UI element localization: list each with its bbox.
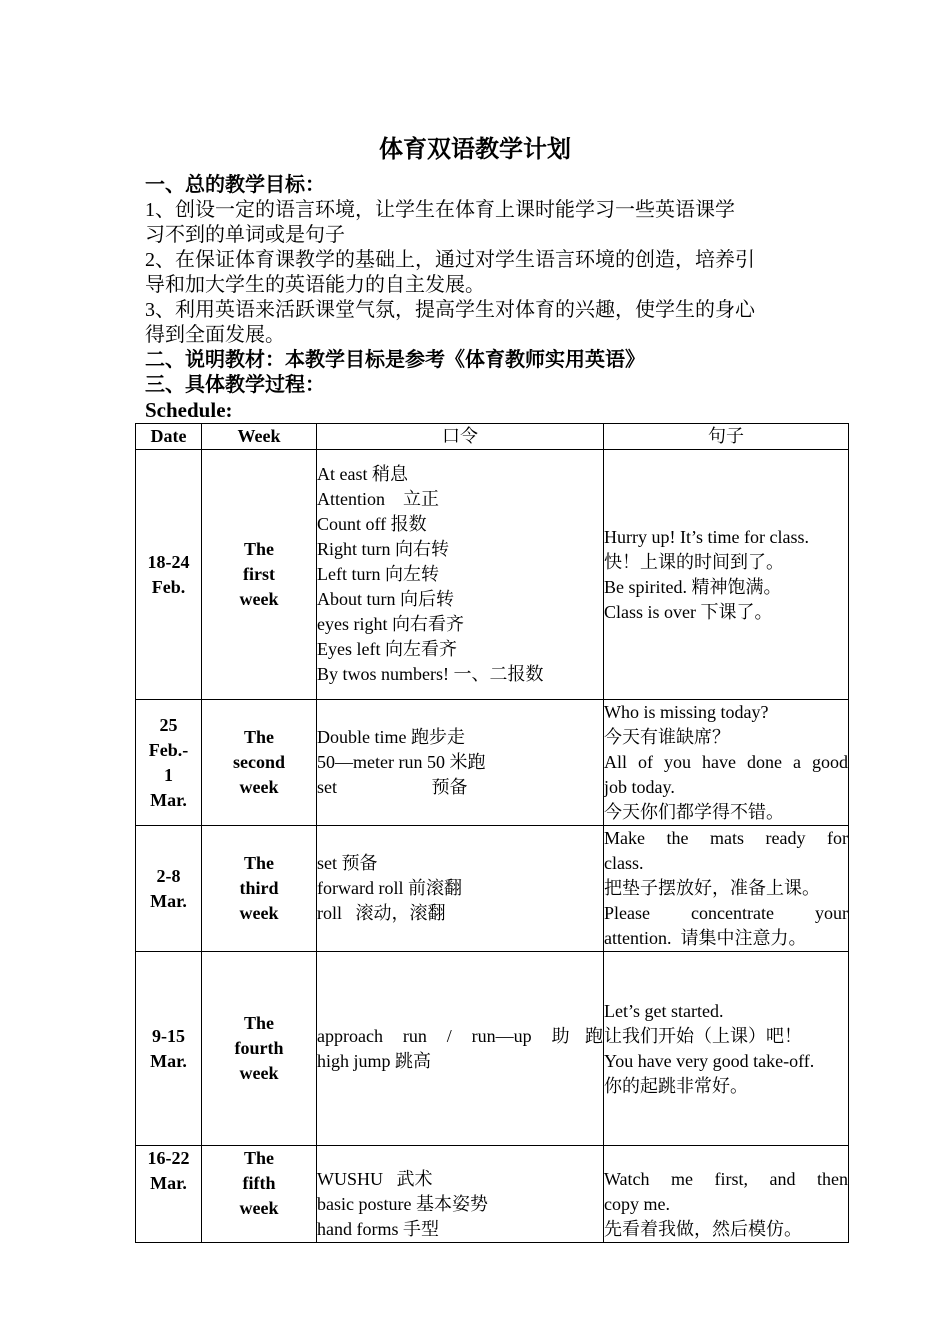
goal-line: 得到全面发展。	[145, 324, 285, 346]
sentence-line: 让我们开始（上课）吧！	[604, 1025, 802, 1046]
date-cell	[136, 700, 202, 826]
week-text: week	[239, 589, 279, 609]
table-row	[136, 700, 849, 826]
date-cell	[136, 1146, 202, 1243]
date-cell	[136, 952, 202, 1146]
week-cell	[202, 826, 317, 952]
commands-cell	[317, 952, 604, 1146]
week-text: The	[243, 727, 274, 747]
command-line: Right turn 向右转	[317, 539, 450, 559]
command-line: Double time 跑步走	[317, 727, 465, 747]
sentence-line: Watch me first, and then	[604, 1169, 848, 1189]
goal-line: 导和加大学生的英语能力的自主发展。	[145, 274, 485, 296]
header-week: Week	[202, 424, 317, 450]
sentence-line: Who is missing today?	[604, 702, 769, 722]
table-row	[136, 952, 849, 1146]
command-line: Eyes left 向左看齐	[317, 639, 457, 659]
week-text: second	[232, 752, 285, 772]
command-line: Attention 立正	[317, 489, 439, 509]
sentence-line: class.	[604, 853, 644, 873]
sentence-line: 把垫子摆放好，准备上课。	[604, 878, 820, 898]
header-date: Date	[136, 424, 202, 450]
week-text: week	[239, 903, 279, 923]
table-row	[136, 1146, 849, 1243]
sentence-line: job today.	[604, 777, 675, 797]
sentence-line: 今天你们都学得不错。	[604, 802, 784, 822]
week-text: fourth	[234, 1038, 284, 1058]
date-text: 25	[159, 714, 178, 735]
goal-line: 3、利用英语来活跃课堂气氛，提高学生对体育的兴趣，使学生的身心	[145, 299, 755, 321]
command-line: 50—meter run 50 米跑	[317, 752, 486, 772]
goal-line: 2、在保证体育课教学的基础上，通过对学生语言环境的创造，培养引	[145, 249, 755, 271]
week-text: fifth	[242, 1173, 276, 1193]
commands-cell	[317, 450, 604, 700]
week-text: third	[239, 878, 279, 898]
command-line: set 预备	[317, 777, 468, 797]
table-header-row	[136, 424, 849, 450]
week-text: The	[243, 1013, 274, 1033]
command-line: Left turn 向左转	[317, 564, 439, 584]
goals-heading: 一、总的教学目标：	[145, 174, 325, 196]
week-cell	[202, 450, 317, 700]
date-text: Mar.	[150, 1173, 187, 1193]
commands-cell	[317, 1146, 604, 1243]
sentence-line: 先看着我做，然后模仿。	[604, 1219, 802, 1239]
schedule-label: Schedule:	[145, 398, 233, 422]
week-text: week	[239, 777, 279, 797]
week-text: week	[239, 1198, 279, 1218]
week-text: first	[243, 564, 275, 584]
week-cell	[202, 952, 317, 1146]
sentence-line: Be spirited. 精神饱满。	[604, 576, 782, 597]
table-row	[136, 826, 849, 952]
week-text: The	[243, 853, 274, 873]
sentence-line: 快！上课的时间到了。	[604, 551, 784, 572]
process-heading: 三、具体教学过程：	[145, 374, 325, 396]
goal-line: 习不到的单词或是句子	[145, 224, 345, 246]
sentence-line: Hurry up! It’s time for class.	[604, 526, 809, 547]
date-text: 1	[164, 764, 173, 785]
header-sentences: 句子	[604, 424, 849, 450]
command-line: set 预备	[317, 853, 378, 873]
command-line: By twos numbers! 一、二报数	[317, 664, 544, 684]
date-text: 2-8	[156, 865, 181, 886]
command-line: WUSHU 武术	[317, 1169, 433, 1189]
date-text: Feb.-	[148, 739, 189, 760]
sentences-cell	[604, 450, 849, 700]
sentence-line: You have very good take-off.	[604, 1050, 815, 1071]
sentence-line: Class is over 下课了。	[604, 601, 773, 622]
sentence-line: All of you have done a good	[604, 752, 848, 772]
sentence-line: 今天有谁缺席？	[604, 727, 730, 747]
command-line: About turn 向后转	[317, 589, 454, 609]
date-cell	[136, 826, 202, 952]
sentence-line: Let’s get started.	[604, 1000, 724, 1021]
command-line: roll 滚动，滚翻	[317, 903, 446, 923]
sentences-cell	[604, 700, 849, 826]
document-title: 体育双语教学计划	[379, 137, 571, 163]
sentence-line: Please concentrate your	[604, 903, 848, 923]
command-line: approach run / run—up 助跑	[317, 1025, 603, 1046]
command-line: At east 稍息	[317, 464, 408, 484]
week-text: The	[243, 1148, 274, 1168]
week-text: week	[239, 1063, 279, 1083]
sentences-cell	[604, 1146, 849, 1243]
week-text: The	[243, 539, 274, 559]
material-heading: 二、说明教材：本教学目标是参考《体育教师实用英语》	[145, 349, 645, 371]
schedule-table	[135, 423, 849, 1243]
date-text: Mar.	[150, 890, 187, 911]
intro-section	[145, 173, 815, 423]
date-text: 18-24	[147, 551, 190, 572]
sentences-cell	[604, 826, 849, 952]
sentence-line: copy me.	[604, 1194, 670, 1214]
command-line: Count off 报数	[317, 514, 427, 534]
command-line: forward roll 前滚翻	[317, 878, 462, 898]
week-cell	[202, 1146, 317, 1243]
date-cell	[136, 450, 202, 700]
goal-line: 1、创设一定的语言环境，让学生在体育上课时能学习一些英语课学	[145, 199, 735, 221]
sentences-cell	[604, 952, 849, 1146]
command-line: hand forms 手型	[317, 1219, 439, 1239]
command-line: high jump 跳高	[317, 1050, 432, 1071]
commands-cell	[317, 700, 604, 826]
commands-cell	[317, 826, 604, 952]
date-text: Mar.	[150, 1050, 187, 1071]
sentence-line: Make the mats ready for	[604, 828, 848, 848]
command-line: basic posture 基本姿势	[317, 1194, 488, 1214]
date-text: Feb.	[151, 576, 186, 597]
table-row	[136, 450, 849, 700]
command-line: eyes right 向右看齐	[317, 614, 464, 634]
date-text: 16-22	[147, 1148, 190, 1168]
sentence-line: attention. 请集中注意力。	[604, 928, 807, 948]
date-text: 9-15	[152, 1025, 185, 1046]
date-text: Mar.	[150, 789, 187, 810]
header-commands: 口令	[317, 424, 604, 450]
week-cell	[202, 700, 317, 826]
sentence-line: 你的起跳非常好。	[604, 1075, 748, 1096]
